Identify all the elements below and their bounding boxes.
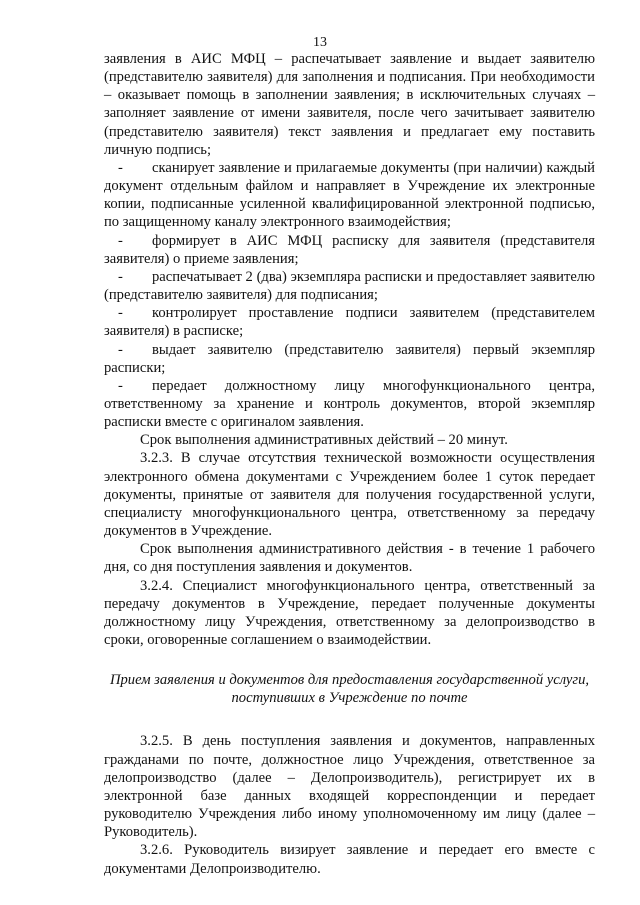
bullet-text: формирует в АИС МФЦ расписку для заявителя (представителя заявителя) о приеме заявления; [104, 232, 595, 267]
paragraph: 3.2.4. Специалист многофункционального центра, ответственный за передачу документов в Учреждение, передает полученные документы должностному лицу Учреждения, ответственному за делопроизводство в сроки, оговоренные соглашением о взаимодействии. [104, 577, 595, 648]
bullet-text: распечатывает 2 (два) экземпляра расписки и предоставляет заявителю (представителю заявителя) для подписания; [104, 268, 595, 304]
paragraph: 3.2.3. В случае отсутствия технической возможности осуществления электронного обмена документами с Учреждением более 1 суток передает документы, принятые от заявителя для получения государственной услуги, специалисту многофункционального центра, ответственному за передачу документов в Учреждение. [104, 450, 595, 540]
section-heading-line: Прием заявления и документов для предоставления государственной услуги, [109, 672, 590, 689]
bullet-item [104, 268, 595, 304]
bullet-text: выдает заявителю (представителю заявителя) первый экземпляр расписки; [104, 341, 595, 376]
bullet-item [104, 377, 595, 431]
paragraph: заявления в АИС МФЦ – распечатывает заявление и выдает заявителю (представителю заявителя) для заполнения и подписания. При необходимости – оказывает помощь в заполнении заявления; в исключительных случаях – заполняет заявление от имени заявителя, после чего зачитывает заявителю (представителю заявителя) текст заявления и предлагает ему поставить личную подпись; [104, 51, 595, 158]
bullet-text: сканирует заявление и прилагаемые документы (при наличии) каждый документ отдельным файлом и направляет в Учреждение их электронные копии, подписанные усиленной квалифицированной электронной подписью, по защищенному каналу электронного взаимодействия; [104, 159, 595, 231]
bullet-item [104, 341, 595, 377]
bullet-item [104, 159, 595, 232]
page-number: 13 [313, 35, 327, 50]
paragraph: Срок выполнения административных действий – 20 минут. [140, 432, 508, 449]
bullet-item [104, 232, 595, 268]
bullet-dash: - [118, 341, 123, 358]
bullet-dash: - [118, 305, 123, 322]
bullet-item [104, 304, 595, 340]
bullet-dash: - [118, 159, 123, 176]
paragraph: 3.2.5. В день поступления заявления и документов, направленных гражданами по почте, должностное лицо Учреждения, ответственное за делопроизводство (далее – Делопроизводитель), регистрирует их в электронной базе данных входящей корреспонденции и передает руководителю Учреждения либо иному уполномоченному им лицу (далее – Руководитель). [104, 733, 595, 841]
section-heading-line: поступивших в Учреждение по почте [231, 690, 468, 707]
bullet-dash: - [118, 232, 123, 249]
paragraph: 3.2.6. Руководитель визирует заявление и передает его вместе с документами Делопроизводителю. [104, 842, 595, 877]
section-heading [104, 671, 595, 707]
bullet-dash: - [118, 268, 123, 285]
bullet-dash: - [118, 377, 123, 394]
document-body [104, 50, 595, 878]
paragraph: Срок выполнения административного действия - в течение 1 рабочего дня, со дня поступления заявления и документов. [104, 541, 595, 576]
bullet-text: контролирует проставление подписи заявителем (представителем заявителя) в расписке; [104, 305, 595, 340]
bullet-text: передает должностному лицу многофункционального центра, ответственному за хранение и контроль документов, второй экземпляр расписки вместе с оригиналом заявления. [104, 377, 595, 431]
